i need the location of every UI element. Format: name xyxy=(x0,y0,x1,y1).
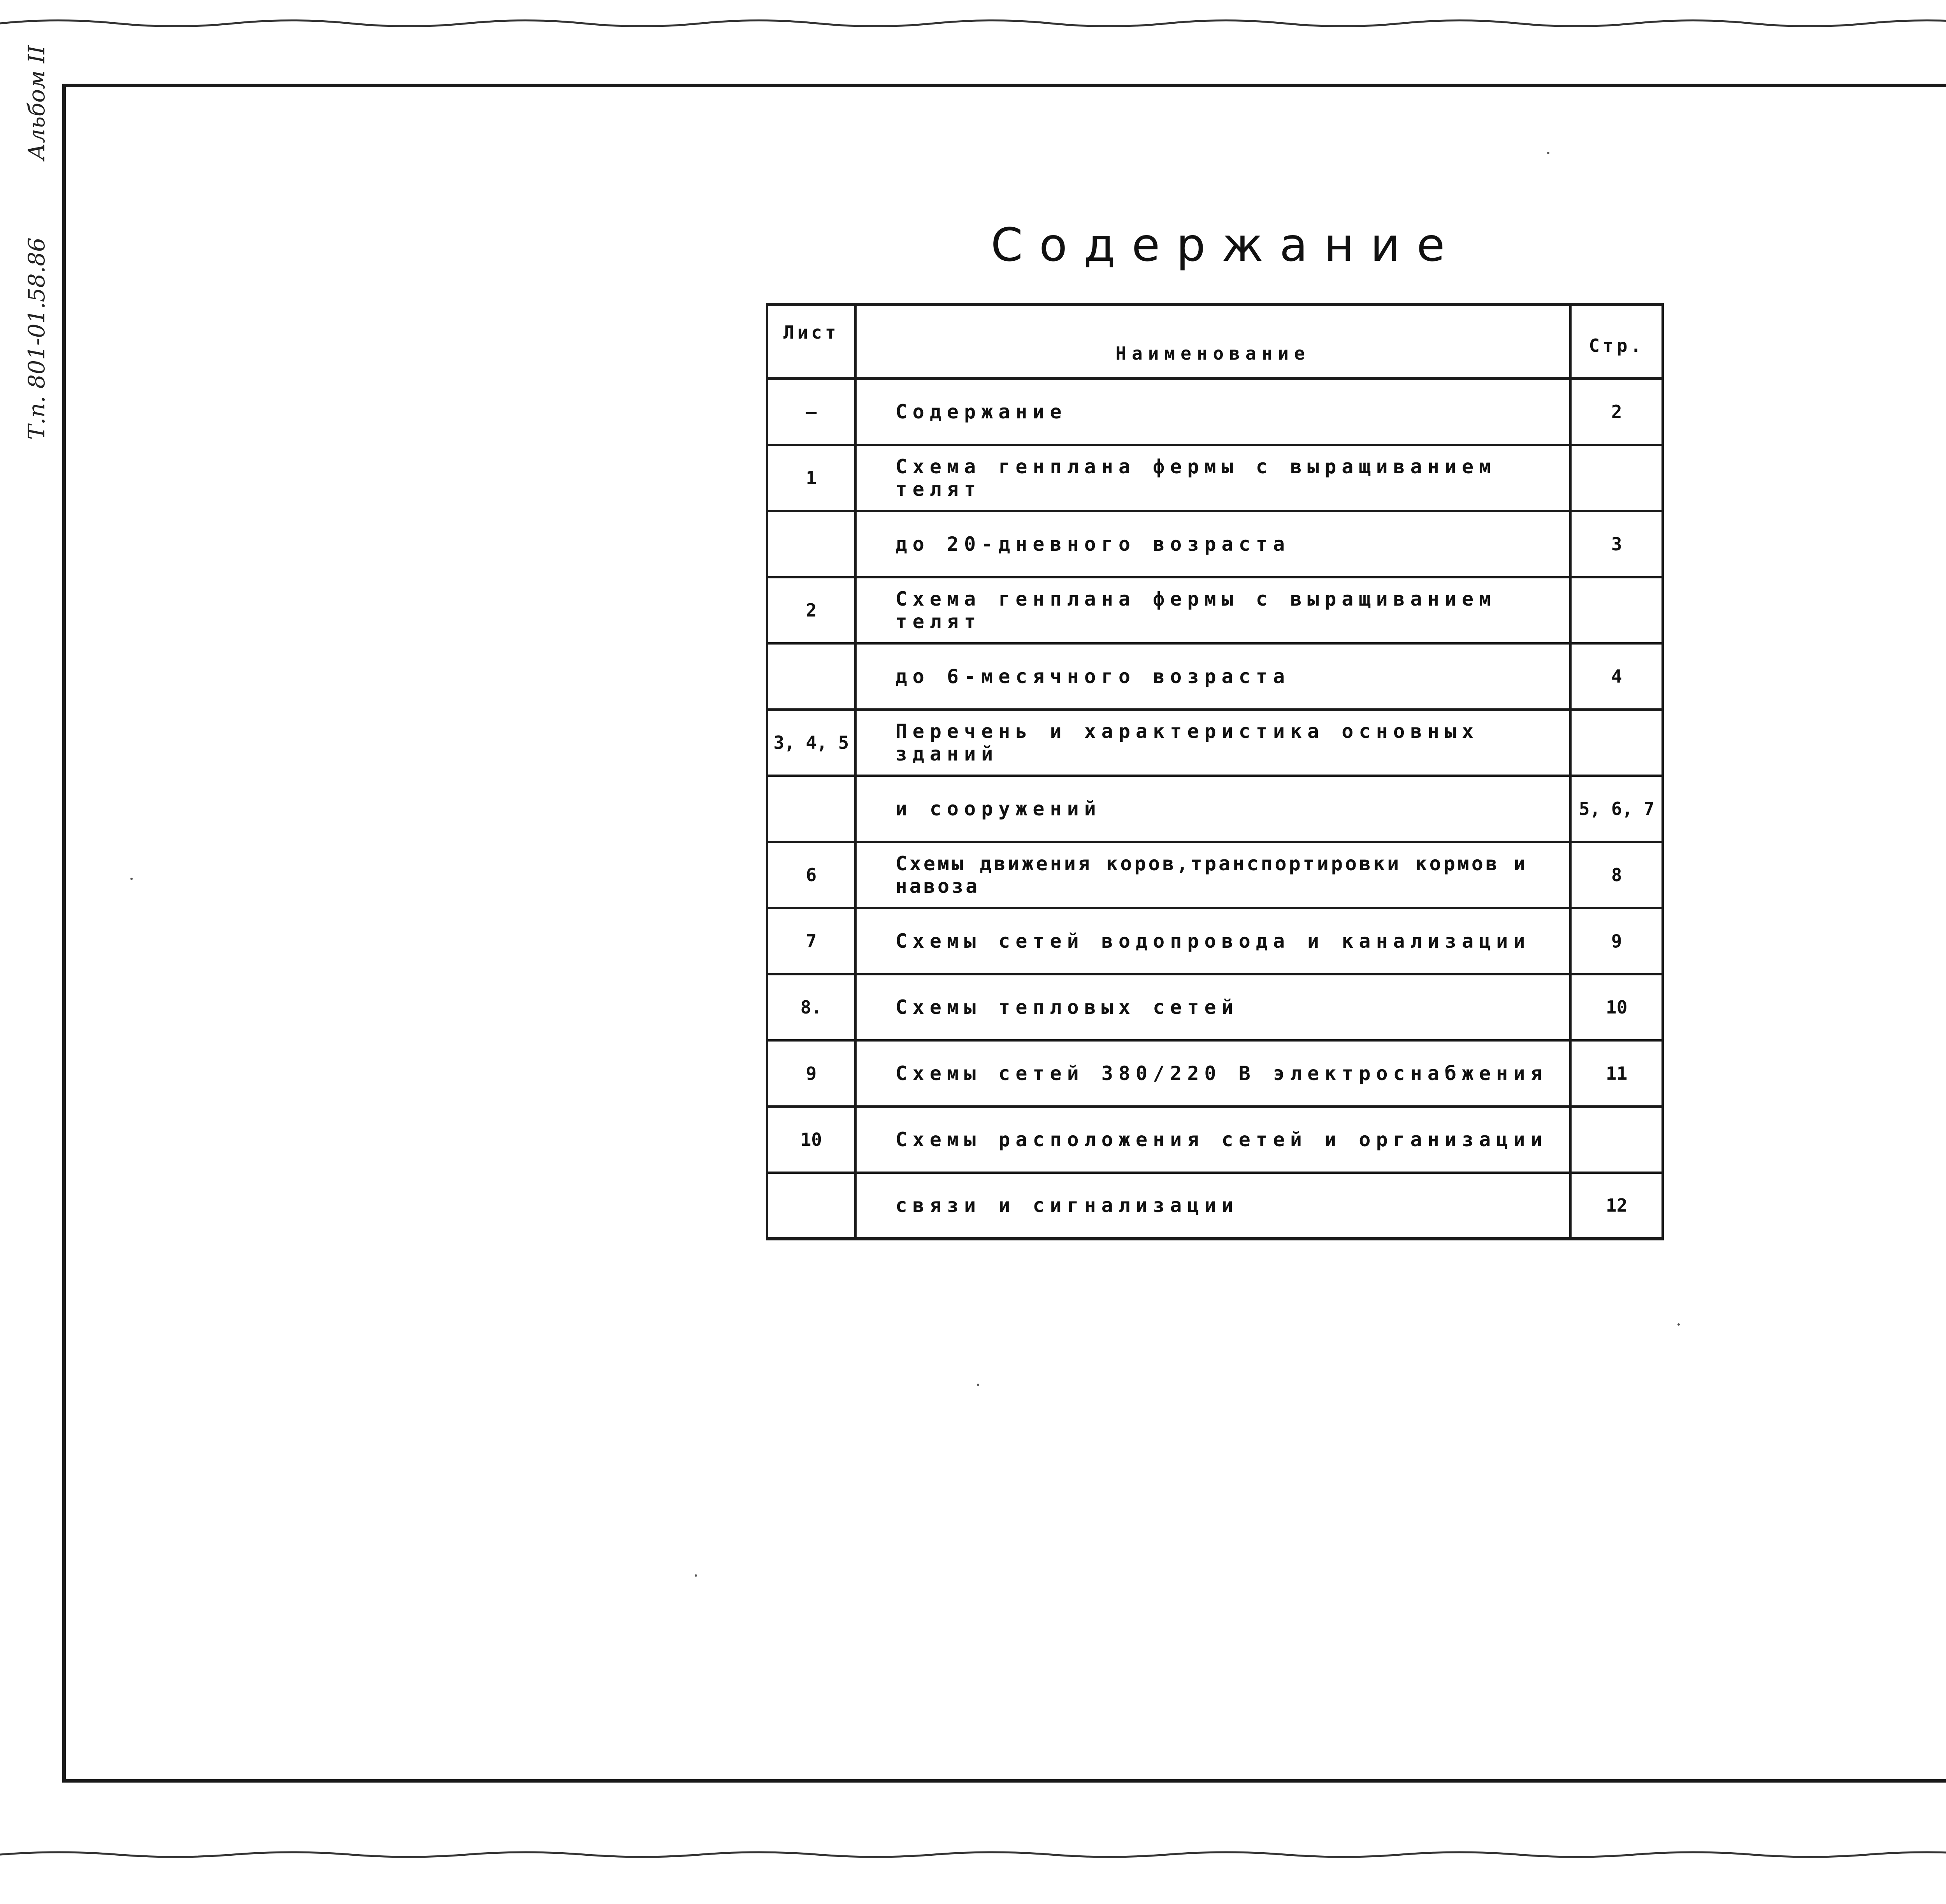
table-row xyxy=(767,577,1663,643)
cell-name: Содержание xyxy=(855,379,1571,445)
cell-page: 5, 6, 7 xyxy=(1570,776,1663,842)
header-sheet: Лист xyxy=(767,305,855,379)
scan-speck xyxy=(977,1384,979,1386)
table-row xyxy=(767,379,1663,445)
cell-page xyxy=(1570,577,1663,643)
cell-page: 12 xyxy=(1570,1173,1663,1239)
table-header-row xyxy=(767,305,1663,379)
cell-sheet: 6 xyxy=(767,842,855,908)
cell-sheet: — xyxy=(767,379,855,445)
cell-name: до 20-дневного возраста xyxy=(855,511,1571,577)
cell-sheet: 2 xyxy=(767,577,855,643)
cell-name: Схема генплана фермы с выращиванием телят xyxy=(855,445,1571,511)
table-row xyxy=(767,511,1663,577)
table-row xyxy=(767,1040,1663,1107)
cell-sheet: 10 xyxy=(767,1107,855,1173)
cell-name: до 6-месячного возраста xyxy=(855,643,1571,710)
cell-sheet xyxy=(767,776,855,842)
album-label: Альбом II xyxy=(23,45,50,160)
scan-speck xyxy=(695,1574,697,1577)
cell-sheet xyxy=(767,1173,855,1239)
cell-sheet: 7 xyxy=(767,908,855,974)
cell-page: 10 xyxy=(1570,974,1663,1040)
cell-sheet xyxy=(767,643,855,710)
bottom-edge-line xyxy=(0,1847,1946,1862)
cell-name: Схемы тепловых сетей xyxy=(855,974,1571,1040)
cell-page xyxy=(1570,1107,1663,1173)
cell-page: 3 xyxy=(1570,511,1663,577)
cell-name: Схема генплана фермы с выращиванием телят xyxy=(855,577,1571,643)
table-row xyxy=(767,776,1663,842)
scan-speck xyxy=(1677,1323,1680,1326)
cell-sheet xyxy=(767,511,855,577)
cell-sheet: 9 xyxy=(767,1040,855,1107)
project-code: Т.п. 801-01.58.86 xyxy=(23,237,50,440)
cell-page xyxy=(1570,710,1663,776)
cell-name: Схемы сетей водопровода и канализации xyxy=(855,908,1571,974)
table-row xyxy=(767,1107,1663,1173)
scan-speck xyxy=(1547,152,1549,154)
side-labels xyxy=(23,0,50,440)
cell-name: Перечень и характеристика основных зданий xyxy=(855,710,1571,776)
table-row xyxy=(767,643,1663,710)
cell-name: Схемы движения коров,транспортировки кормов и навоза xyxy=(855,842,1571,908)
header-name: Наименование xyxy=(855,305,1571,379)
cell-name: Схемы сетей 380/220 В электроснабжения xyxy=(855,1040,1571,1107)
contents-table xyxy=(766,303,1664,1240)
table-row xyxy=(767,445,1663,511)
cell-sheet: 3, 4, 5 xyxy=(767,710,855,776)
top-edge-line xyxy=(0,16,1946,31)
scan-speck xyxy=(130,878,133,880)
page-title: Содержание xyxy=(991,218,1461,272)
cell-page xyxy=(1570,445,1663,511)
table-row xyxy=(767,710,1663,776)
table-row xyxy=(767,908,1663,974)
header-page: Стр. xyxy=(1570,305,1663,379)
cell-page: 8 xyxy=(1570,842,1663,908)
cell-page: 4 xyxy=(1570,643,1663,710)
cell-page: 11 xyxy=(1570,1040,1663,1107)
table-row xyxy=(767,974,1663,1040)
cell-name: связи и сигнализации xyxy=(855,1173,1571,1239)
cell-name: Схемы расположения сетей и организации xyxy=(855,1107,1571,1173)
cell-sheet: 1 xyxy=(767,445,855,511)
cell-page: 9 xyxy=(1570,908,1663,974)
table-row xyxy=(767,1173,1663,1239)
table-row xyxy=(767,842,1663,908)
cell-sheet: 8. xyxy=(767,974,855,1040)
cell-name: и сооружений xyxy=(855,776,1571,842)
cell-page: 2 xyxy=(1570,379,1663,445)
